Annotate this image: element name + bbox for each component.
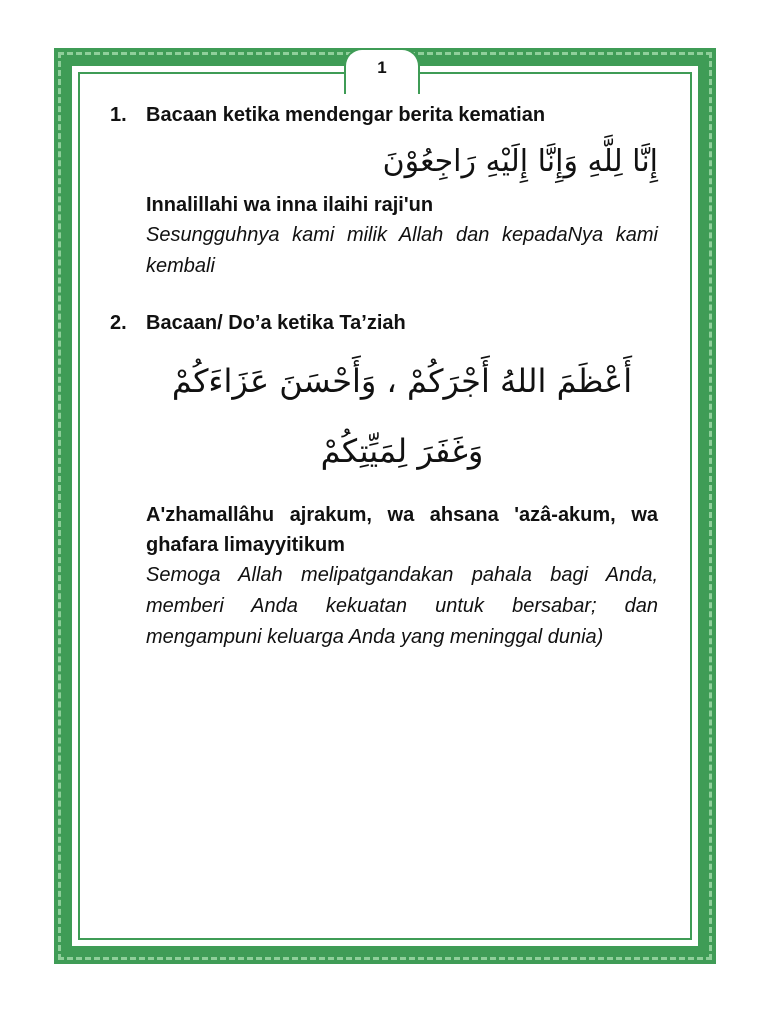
section-number: 2. xyxy=(110,312,127,334)
section-heading xyxy=(110,308,658,338)
arabic-text: إِنَّا لِلَّهِ وَإِنَّا إِلَيْهِ رَاجِعُوْنَ xyxy=(382,144,658,179)
transliteration: Innalillahi wa inna ilaihi raji'un xyxy=(146,194,434,216)
section-heading xyxy=(110,100,658,130)
page-number: 1 xyxy=(377,58,387,77)
translation: Semoga Allah melipatgandakan pahala bagi Anda, memberi Anda kekuatan untuk bersabar; dan mengampuni keluarga Anda yang meninggal dunia) xyxy=(146,564,658,648)
section-number: 1. xyxy=(110,104,127,126)
section-news-of-death xyxy=(110,100,658,282)
section-body xyxy=(146,138,658,282)
section-taziah-prayer xyxy=(110,308,658,653)
section-body xyxy=(146,346,658,653)
section-title: Bacaan ketika mendengar berita kematian xyxy=(146,104,546,126)
arabic-text: أَعْظَمَ اللهُ أَجْرَكُمْ ، وَأَحْسَنَ عَزَاءَكُمْ وَغَفَرَ لِمَيِّتِكُمْ xyxy=(171,362,633,470)
page-content xyxy=(110,100,658,679)
transliteration: A'zhamallâhu ajrakum, wa ahsana 'azâ-akum, wa ghafara limayyitikum xyxy=(146,504,658,556)
translation: Sesungguhnya kami milik Allah dan kepadaNya kami kembali xyxy=(146,224,658,277)
section-title: Bacaan/ Do’a ketika Ta’ziah xyxy=(146,312,406,334)
